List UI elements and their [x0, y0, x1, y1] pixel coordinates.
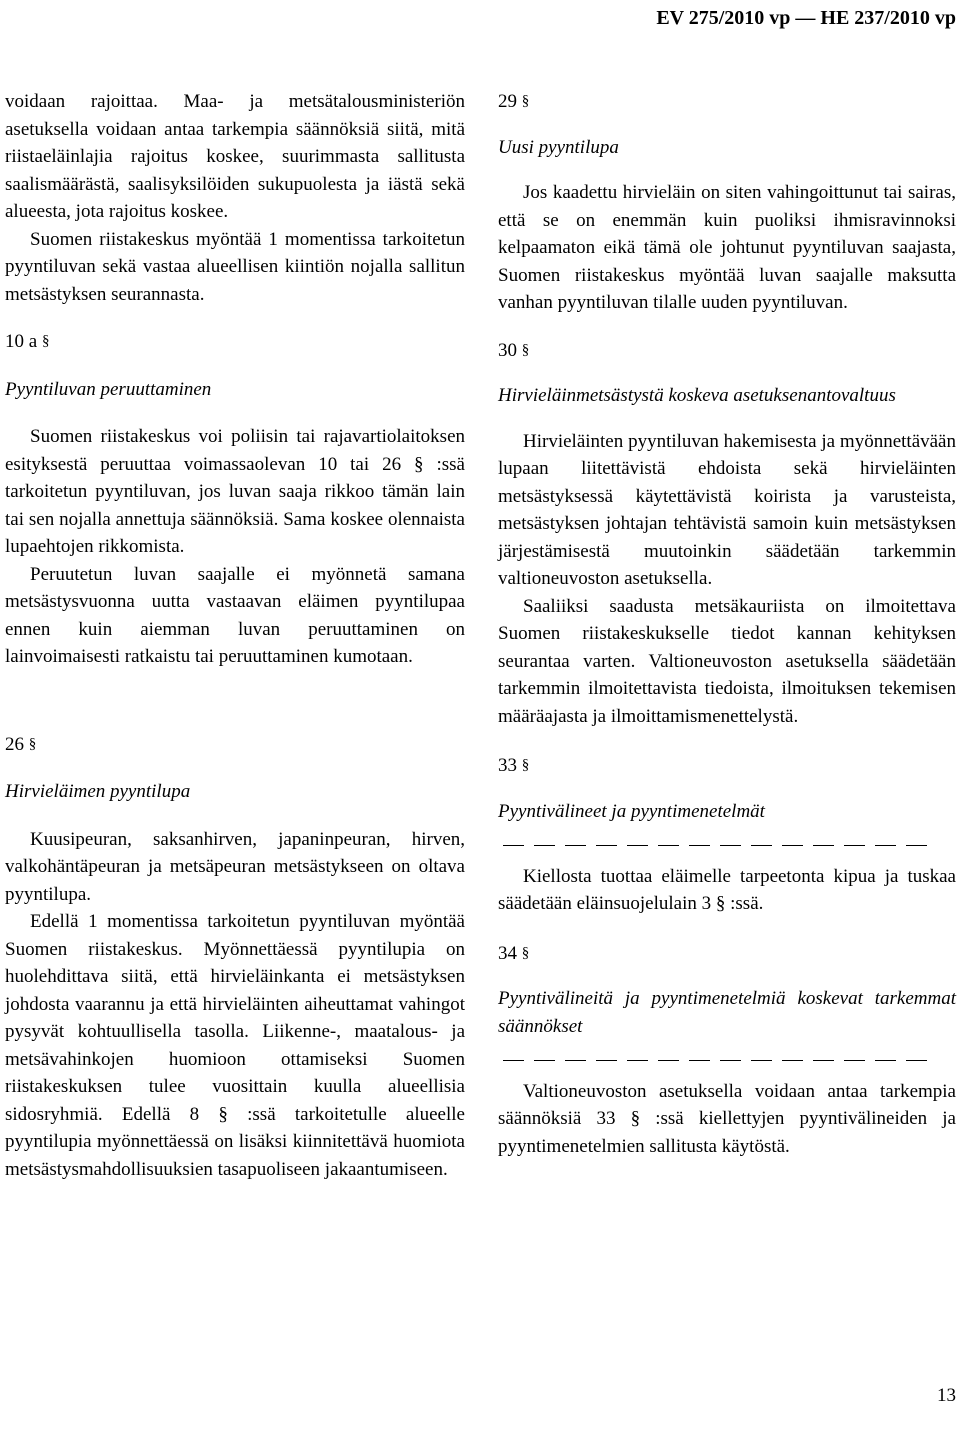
section-symbol: § [521, 93, 530, 109]
section-heading-30 [498, 337, 956, 367]
section-symbol: § [521, 944, 530, 961]
section-heading-29 [498, 88, 956, 118]
right-column [498, 88, 956, 1160]
section-symbol: § [41, 333, 50, 349]
section-title: Pyyntivälineitä ja pyyntimenetelmiä koskevat tarkemmat säännökset [498, 988, 956, 1037]
paragraph: Jos kaadettu hirvieläin on siten vahingoittunut tai sairas, että se on enemmän kuin puoliksi ihmisravinnoksi kelpaamaton eikä tämä ole johtunut pyyntiluvan saajasta, Suomen riistakeskus myöntää luvan saajalle maksutta vanhan pyyntiluvan tilalle uuden pyyntiluvan. [498, 182, 956, 313]
omission-dashes [498, 1046, 956, 1074]
section-number: 33 [498, 755, 517, 776]
section-title: Pyyntiluvan peruuttaminen [5, 378, 212, 400]
paragraph: Hirvieläinten pyyntiluvan hakemisesta ja myönnettävään lupaan liitettävistä ehdoista sekä hirvieläinten metsästyksessä käytettävistä koirista ja varusteista, metsästyksen johtajan tehtävistä samoin kuin metsästyksen järjestämisestä muutoinkin säädetään tarkemmin valtioneuvoston asetuksella. [498, 430, 956, 589]
page-number: 13 [937, 1385, 956, 1406]
paragraph: Edellä 1 momentissa tarkoitetun pyyntiluvan myöntää Suomen riistakeskus. Myönnettäessä pyyntilupia on huolehdittava siitä, että hirvieläinkanta ei metsästyksen johdosta vaarannu ja että hirvieläinten aiheuttamat vahingot pysyvät kohtuullisella tasolla. Liikenne-, maatalous- ja metsävahinkojen huomioon ottamiseksi Suomen riistakeskuksen tulee vuosittain kuulla alueellisia sidosryhmiä. Edellä 8 § :ssä tarkoitetulle alueelle pyyntilupia myönnettäessä on lisäksi kiinnitettävä huomiota metsästysmahdollisuuksien tasapuoliseen jakaantumiseen. [5, 911, 465, 1180]
section-number: 29 [498, 91, 517, 112]
paragraph: Kuusipeuran, saksanhirven, japaninpeuran, hirven, valkohäntäpeuran ja metsäpeuran metsästykseen on oltava pyyntilupa. [5, 828, 465, 905]
section-heading-26 [5, 731, 465, 761]
paragraph: Peruutetun luvan saajalle ei myönnetä samana metsästysvuonna uutta vastaavan eläimen pyyntilupaa ennen kuin aiemman luvan peruuttaminen on lainvoimaisesti ratkaistu tai peruuttaminen kumotaan. [5, 563, 465, 667]
section-symbol: § [521, 341, 530, 358]
section-title: Pyyntivälineet ja pyyntimenetelmät [498, 800, 765, 822]
section-title: Uusi pyyntilupa [498, 136, 619, 158]
document-header: EV 275/2010 vp — HE 237/2010 vp [656, 7, 956, 29]
section-symbol: § [521, 757, 530, 773]
paragraph: voidaan rajoittaa. Maa- ja metsätalousministeriön asetuksella voidaan antaa tarkempia säännöksiä siitä, mitä riistaeläinlajia rajoitus koskee, suurimmasta sallitusta saalismäärästä, saalisyksilöiden sukupuolesta ja iästä sekä alueesta, jota rajoitus koskee. [5, 91, 465, 222]
paragraph: Kiellosta tuottaa eläimelle tarpeetonta kipua ja tuskaa säädetään eläinsuojelulain 3 § :ssä. [498, 865, 956, 914]
omission-dashes [498, 831, 956, 859]
section-number: 30 [498, 339, 517, 361]
section-number: 10 a [5, 331, 38, 352]
section-number: 34 [498, 942, 517, 964]
section-symbol: § [28, 735, 37, 752]
paragraph: Suomen riistakeskus myöntää 1 momentissa tarkoitetun pyyntiluvan sekä vastaa alueellisen kiintiön nojalla sallitun metsästyksen seurannasta. [5, 228, 465, 305]
section-heading-33 [498, 752, 956, 782]
paragraph: Saaliiksi saadusta metsäkauriista on ilmoitettava Suomen riistakeskukselle tiedot kannan kehityksen seurantaa varten. Valtioneuvoston asetuksella säädetään tarkemmin ilmoitettavista tiedoista, ilmoituksen tekemisen määräajasta ja ilmoittamismenettelystä. [498, 595, 956, 727]
left-column [5, 88, 465, 1183]
section-title: Hirvieläinmetsästystä koskeva asetuksenantovaltuus [498, 385, 896, 406]
section-heading-34 [498, 940, 956, 970]
section-heading-10a [5, 328, 465, 358]
paragraph: Valtioneuvoston asetuksella voidaan antaa tarkempia säännöksiä 33 § :ssä kiellettyjen pyyntivälineiden ja pyyntimenetelmien sallitusta käytöstä. [498, 1080, 956, 1157]
section-number: 26 [5, 733, 24, 755]
paragraph: Suomen riistakeskus voi poliisin tai rajavartiolaitoksen esityksestä peruuttaa voimassaolevan 10 tai 26 § :ssä tarkoitetun pyyntiluvan, jos luvan saaja rikkoo tämän lain tai sen nojalla annettuja säännöksiä. Sama koskee olennaista lupaehtojen rikkomista. [5, 426, 465, 557]
section-title: Hirvieläimen pyyntilupa [5, 781, 191, 802]
